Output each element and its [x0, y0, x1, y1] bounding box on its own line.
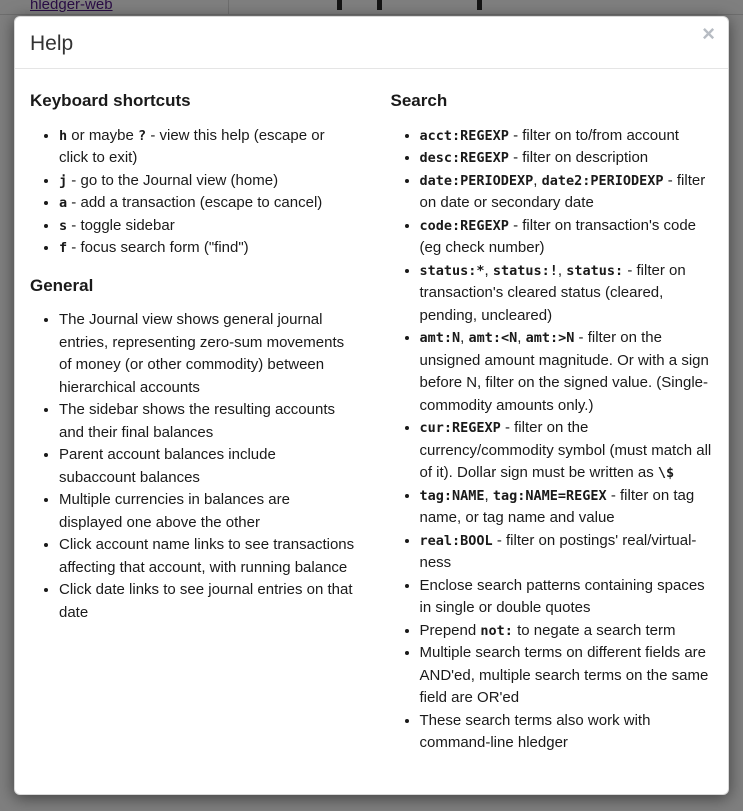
- list-item: • h or maybe ? - view this help (escape or click to exit): [59, 125, 357, 170]
- code-term: acct:REGEXP: [419, 127, 509, 144]
- list-item: • Enclose search patterns containing spaces in single or double quotes: [420, 575, 714, 620]
- list-item: • desc:REGEXP - filter on description: [420, 147, 714, 170]
- list-item: • code:REGEXP - filter on transaction's code (eg check number): [420, 215, 714, 260]
- code-term: ?: [138, 127, 147, 144]
- list-item: • a - add a transaction (escape to cancel): [59, 192, 357, 215]
- left-column: [30, 75, 372, 765]
- list-item: • The sidebar shows the resulting accounts and their final balances: [59, 399, 357, 444]
- code-term: status:!: [492, 262, 558, 279]
- code-term: amt:N: [419, 330, 461, 347]
- list-item: • Click account name links to see transactions affecting that account, with running balance: [59, 534, 357, 579]
- list-item: • acct:REGEXP - filter on to/from account: [420, 125, 714, 148]
- code-term: amt:<N: [468, 330, 518, 347]
- list-item: • f - focus search form ("find"): [59, 237, 357, 260]
- right-column: [372, 75, 714, 765]
- code-term: s: [59, 217, 68, 234]
- list-item: • tag:NAME, tag:NAME=REGEX - filter on tag name, or tag name and value: [420, 485, 714, 530]
- code-term: tag:NAME: [419, 487, 485, 504]
- help-list: [30, 309, 357, 624]
- list-item: • date:PERIODEXP, date2:PERIODEXP - filter on date or secondary date: [420, 170, 714, 215]
- list-item: • These search terms also work with command-line hledger: [420, 710, 714, 755]
- list-item: • Click date links to see journal entries on that date: [59, 579, 357, 624]
- code-term: status:*: [419, 262, 485, 279]
- list-item: • s - toggle sidebar: [59, 215, 357, 238]
- code-term: amt:>N: [525, 330, 575, 347]
- section-heading-search: Search: [390, 91, 448, 111]
- list-item: • Multiple search terms on different fields are AND'ed, multiple search terms on the same field are OR'ed: [420, 642, 714, 710]
- code-term: real:BOOL: [419, 532, 493, 549]
- code-term: \$: [657, 465, 675, 482]
- list-item: • Prepend not: to negate a search term: [420, 620, 714, 643]
- list-item: • amt:N, amt:<N, amt:>N - filter on the unsigned amount magnitude. Or with a sign before N, filter on the signed value. (Single-commodity amounts only.): [420, 327, 714, 417]
- section-heading-general: General: [30, 275, 94, 295]
- list-item: • real:BOOL - filter on postings' real/virtual-ness: [420, 530, 714, 575]
- code-term: date2:PERIODEXP: [541, 172, 664, 189]
- close-icon[interactable]: ×: [702, 21, 715, 46]
- code-term: tag:NAME=REGEX: [492, 487, 607, 504]
- code-term: status:: [566, 262, 624, 279]
- code-term: not:: [480, 622, 513, 639]
- list-item: • status:*, status:!, status: - filter on transaction's cleared status (cleared, pending, uncleared): [420, 260, 714, 328]
- code-term: code:REGEXP: [419, 217, 509, 234]
- modal-body: [15, 69, 728, 785]
- modal-title: Help: [30, 32, 74, 55]
- code-term: h: [59, 127, 68, 144]
- list-item: • j - go to the Journal view (home): [59, 170, 357, 193]
- code-term: f: [59, 240, 68, 257]
- code-term: cur:REGEXP: [419, 420, 501, 437]
- help-list: [391, 125, 714, 755]
- help-modal: [14, 16, 729, 795]
- list-item: • Parent account balances include subaccount balances: [59, 444, 357, 489]
- list-item: • cur:REGEXP - filter on the currency/commodity symbol (must match all of it). Dollar sign must be written as \$: [420, 417, 714, 485]
- section-heading-keyboard-shortcuts: Keyboard shortcuts: [30, 91, 191, 111]
- code-term: date:PERIODEXP: [419, 172, 534, 189]
- help-list: [30, 125, 357, 260]
- list-item: • Multiple currencies in balances are displayed one above the other: [59, 489, 357, 534]
- list-item: • The Journal view shows general journal entries, representing zero-sum movements of money (or other commodity) between hierarchical accounts: [59, 309, 357, 399]
- modal-header: [15, 17, 728, 69]
- code-term: desc:REGEXP: [419, 150, 509, 167]
- code-term: a: [59, 195, 68, 212]
- code-term: j: [59, 172, 68, 189]
